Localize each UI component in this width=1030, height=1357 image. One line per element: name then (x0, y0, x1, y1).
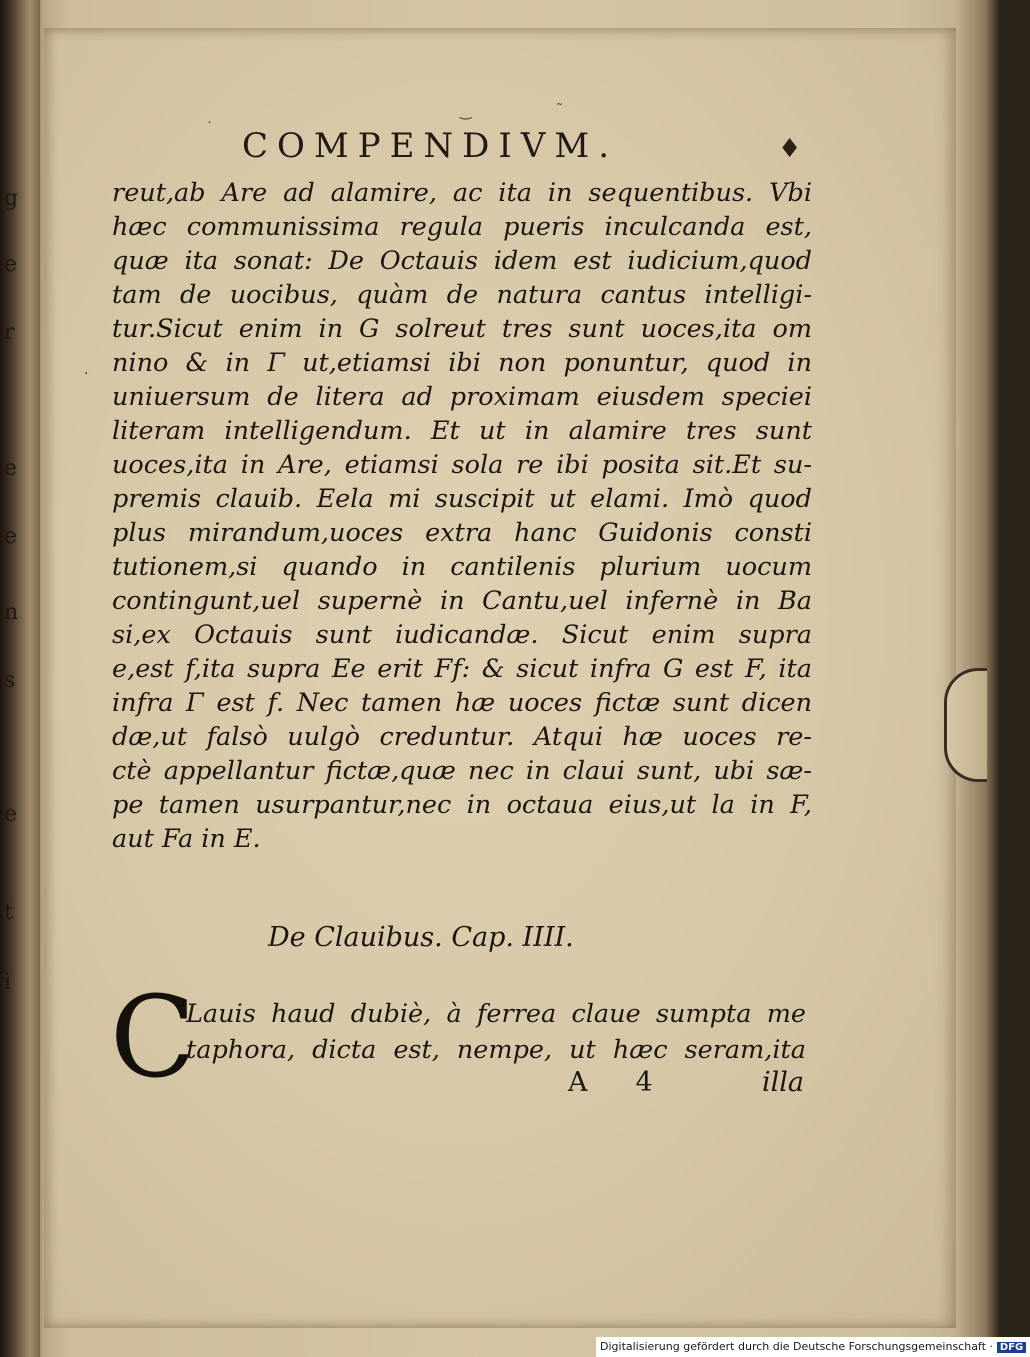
dfg-logo: DFG (997, 1342, 1026, 1353)
drop-capital: C (110, 973, 196, 1103)
facing-page-fragment: r (4, 320, 15, 345)
text-line: e,est f,ita supra Ee erit Ff: & sicut infra G est F, ita (112, 654, 812, 684)
ink-speck: ˜ (556, 102, 563, 118)
running-head: COMPENDIVM. (242, 126, 619, 166)
facing-page-fragment: i (4, 970, 12, 995)
text-line: uoces,ita in Are, etiamsi sola re ibi posita sit.Et su- (112, 450, 812, 480)
facing-page-edge (0, 0, 40, 1357)
text-line: tutionem,si quando in cantilenis plurium uocum (112, 552, 812, 582)
text-line: Lauis haud dubiè, à ferrea claue sumpta me (186, 999, 806, 1029)
text-line: reut,ab Are ad alamire, ac ita in sequentibus. Vbi (112, 178, 812, 208)
chapter-heading: De Clauibus. Cap. IIII. (268, 922, 574, 953)
text-line: dæ,ut falsò uulgò creduntur. Atqui hæ uoces re- (112, 722, 812, 752)
facing-page-fragment: t (4, 900, 13, 925)
ink-speck: ˙ (206, 120, 213, 136)
text-line: contingunt,uel supernè in Cantu,uel infernè in Ba (112, 586, 812, 616)
facing-page-fragment: n (4, 600, 19, 625)
ornament-icon: ♦ (778, 134, 802, 164)
text-line: hæc communissima regula pueris inculcanda est, (112, 212, 812, 242)
signature-mark (568, 1067, 653, 1098)
facing-page-fragment: e (4, 456, 18, 481)
signature-letter: A (568, 1067, 588, 1098)
main-paragraph (112, 176, 812, 856)
text-line: premis clauib. Eela mi suscipit ut elami. Imò quod (112, 484, 812, 514)
catchword: illa (762, 1067, 805, 1098)
footer-text: Digitalisierung gefördert durch die Deutsche Forschungsgemeinschaft · (600, 1340, 993, 1353)
chapter-paragraph (186, 996, 806, 1068)
facing-page-fragment: s (4, 668, 16, 693)
facing-page-fragment: g (4, 186, 19, 211)
text-line: taphora, dicta est, nempe, ut hæc seram,ita (186, 1035, 806, 1065)
text-line: infra Γ est f. Nec tamen hæ uoces fictæ sunt dicen (112, 688, 812, 718)
book-clasp (944, 668, 987, 782)
text-line: tam de uocibus, quàm de natura cantus intelligi- (112, 280, 812, 310)
ink-speck: · (84, 366, 89, 382)
text-line: literam intelligendum. Et ut in alamire tres sunt (112, 416, 812, 446)
text-line: tur.Sicut enim in G solreut tres sunt uoces,ita om (112, 314, 812, 344)
digitization-footer (596, 1337, 1030, 1357)
signature-number: 4 (635, 1067, 653, 1098)
facing-page-fragment: e (4, 252, 18, 277)
text-line: si,ex Octauis sunt iudicandæ. Sicut enim supra (112, 620, 812, 650)
text-line: pe tamen usurpantur,nec in octaua eius,ut la in F, (112, 790, 812, 820)
text-line: nino & in Γ ut,etiamsi ibi non ponuntur, quod in (112, 348, 812, 378)
facing-page-fragment: e (4, 802, 18, 827)
text-line: uniuersum de litera ad proximam eiusdem speciei (112, 382, 812, 412)
facing-page-fragment: e (4, 524, 18, 549)
text-line: ctè appellantur fictæ,quæ nec in claui sunt, ubi sæ- (112, 756, 812, 786)
text-line: aut Fa in E. (112, 824, 261, 854)
text-line: plus mirandum,uoces extra hanc Guidonis consti (112, 518, 812, 548)
text-line: quæ ita sonat: De Octauis idem est iudicium,quod (112, 246, 812, 276)
ink-speck: ‿ (460, 104, 472, 120)
